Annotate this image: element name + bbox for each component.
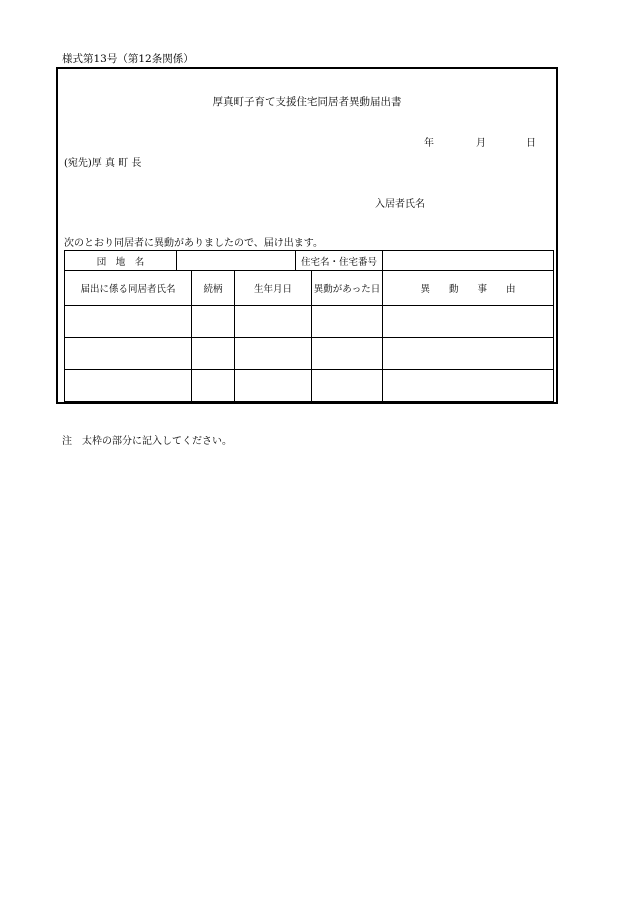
form-frame bbox=[56, 67, 558, 404]
date-year-label: 年 bbox=[424, 138, 434, 149]
complex-name-field[interactable] bbox=[177, 251, 296, 271]
table-row bbox=[65, 338, 554, 370]
relationship-cell[interactable] bbox=[192, 306, 235, 338]
table-header-row bbox=[65, 271, 554, 306]
table-row bbox=[65, 251, 554, 271]
header-birth-date: 生年月日 bbox=[235, 271, 312, 306]
cohabitant-name-cell[interactable] bbox=[65, 306, 192, 338]
date-day-label: 日 bbox=[526, 138, 536, 149]
header-relationship: 続柄 bbox=[192, 271, 235, 306]
housing-number-field[interactable] bbox=[383, 251, 554, 271]
cohabitant-name-cell[interactable] bbox=[65, 370, 192, 402]
change-table bbox=[64, 250, 554, 402]
footer-note: 注 太枠の部分に記入してください。 bbox=[62, 436, 232, 447]
form-title: 厚真町子育て支援住宅同居者異動届出書 bbox=[212, 96, 402, 108]
change-reason-cell[interactable] bbox=[383, 370, 554, 402]
change-reason-cell[interactable] bbox=[383, 306, 554, 338]
change-date-cell[interactable] bbox=[312, 306, 383, 338]
notice-text: 次のとおり同居者に異動がありましたので、届け出ます。 bbox=[64, 238, 323, 249]
relationship-cell[interactable] bbox=[192, 338, 235, 370]
birth-date-cell[interactable] bbox=[235, 306, 312, 338]
birth-date-cell[interactable] bbox=[235, 338, 312, 370]
header-change-date: 異動があった日 bbox=[312, 271, 383, 306]
resident-name-label: 入居者氏名 bbox=[375, 199, 425, 210]
cohabitant-name-cell[interactable] bbox=[65, 338, 192, 370]
date-month-label: 月 bbox=[476, 138, 486, 149]
relationship-cell[interactable] bbox=[192, 370, 235, 402]
change-date-cell[interactable] bbox=[312, 370, 383, 402]
header-change-reason: 異 動 事 由 bbox=[383, 271, 554, 306]
housing-number-label: 住宅名・住宅番号 bbox=[296, 251, 383, 271]
birth-date-cell[interactable] bbox=[235, 370, 312, 402]
form-number: 様式第13号（第12条関係） bbox=[62, 53, 194, 65]
change-reason-cell[interactable] bbox=[383, 338, 554, 370]
table-row bbox=[65, 370, 554, 402]
change-date-cell[interactable] bbox=[312, 338, 383, 370]
table-row bbox=[65, 306, 554, 338]
complex-name-label: 団 地 名 bbox=[65, 251, 177, 271]
header-cohabitant-name: 届出に係る同居者氏名 bbox=[65, 271, 192, 306]
addressee: (宛先)厚 真 町 長 bbox=[64, 158, 142, 169]
